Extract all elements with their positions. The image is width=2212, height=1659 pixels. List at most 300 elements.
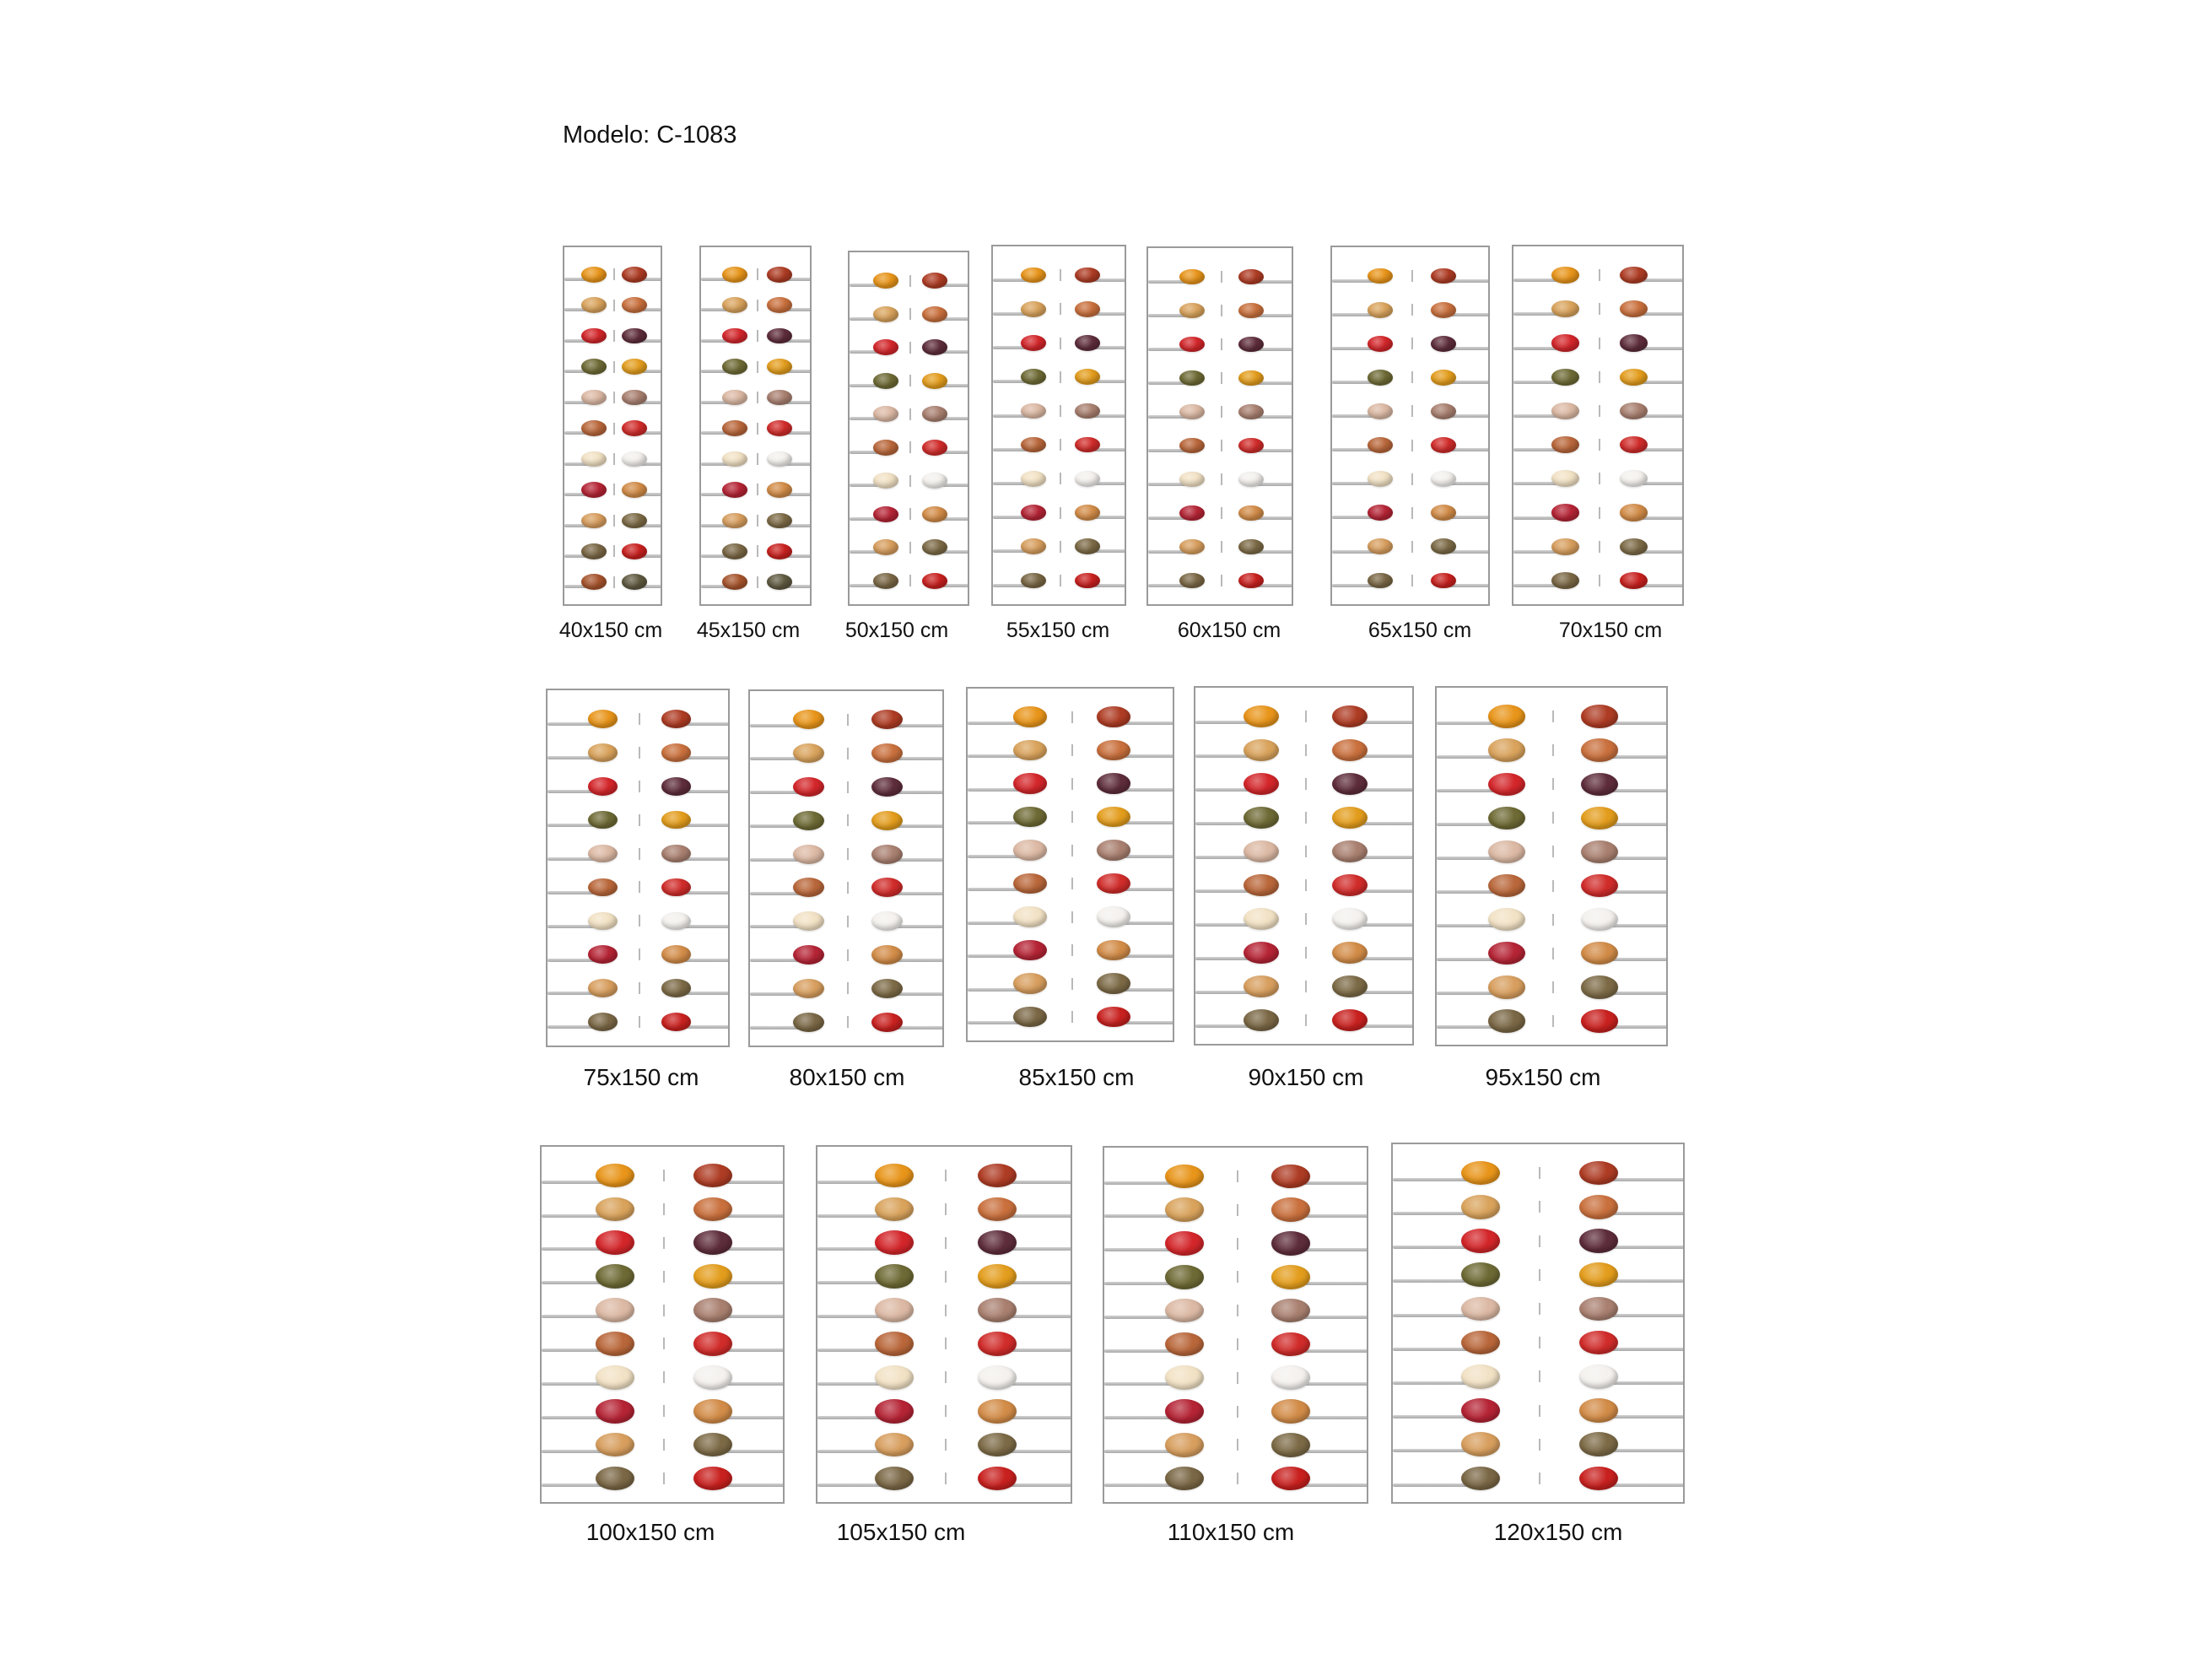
size-variant-panel bbox=[848, 251, 969, 606]
spice-spoon bbox=[1461, 1467, 1500, 1491]
spice-name-tag bbox=[847, 916, 849, 927]
spice-name-tag bbox=[757, 515, 758, 527]
spice-spoon bbox=[1097, 973, 1130, 994]
size-variant-panel bbox=[1391, 1143, 1685, 1504]
spice-name-tag bbox=[1305, 744, 1307, 756]
spice-name-tag bbox=[1552, 812, 1554, 824]
spice-spoon bbox=[1332, 874, 1368, 896]
spice-spoon bbox=[1244, 874, 1279, 896]
spice-spoon bbox=[1179, 539, 1205, 555]
spice-name-tag bbox=[909, 475, 911, 487]
spice-spoon bbox=[596, 1230, 634, 1255]
spice-spoon bbox=[622, 543, 647, 559]
spice-spoon bbox=[1620, 369, 1648, 386]
spice-spoon bbox=[693, 1399, 732, 1424]
size-label: 50x150 cm bbox=[844, 619, 949, 642]
spice-name-tag bbox=[1305, 1014, 1307, 1026]
spice-spoon bbox=[596, 1164, 634, 1188]
spice-spoon bbox=[1579, 1467, 1618, 1491]
spice-spoon bbox=[1579, 1195, 1618, 1219]
spice-name-tag bbox=[1411, 473, 1413, 485]
spice-spoon bbox=[1368, 505, 1393, 521]
spice-name-tag bbox=[1411, 371, 1413, 383]
spice-spoon bbox=[1620, 572, 1648, 589]
spice-spoon bbox=[875, 1197, 914, 1222]
spice-name-tag bbox=[1411, 338, 1413, 349]
spice-name-tag bbox=[1060, 473, 1061, 484]
spice-spoon bbox=[1013, 973, 1047, 994]
spice-name-tag bbox=[663, 1473, 665, 1484]
spice-spoon bbox=[581, 482, 607, 498]
spice-spoon bbox=[873, 539, 898, 555]
spice-spoon bbox=[1551, 334, 1579, 351]
spice-spoon bbox=[1013, 807, 1047, 828]
spice-name-tag bbox=[1071, 811, 1073, 823]
spice-spoon bbox=[1461, 1297, 1500, 1321]
spice-spoon bbox=[1332, 807, 1368, 829]
spice-spoon bbox=[1013, 1007, 1047, 1028]
spice-spoon bbox=[873, 306, 898, 322]
size-label: 55x150 cm bbox=[1006, 619, 1110, 642]
spice-spoon bbox=[1461, 1398, 1500, 1423]
spice-spoon bbox=[588, 912, 618, 931]
spice-name-tag bbox=[1552, 846, 1554, 857]
spice-name-tag bbox=[1060, 575, 1061, 586]
spice-name-tag bbox=[663, 1237, 665, 1249]
spice-spoon bbox=[1332, 1009, 1368, 1031]
spice-spoon bbox=[922, 506, 947, 522]
spice-spoon bbox=[622, 297, 647, 313]
spice-name-tag bbox=[663, 1271, 665, 1283]
spice-name-tag bbox=[757, 453, 758, 465]
spice-name-tag bbox=[1221, 541, 1222, 553]
spice-spoon bbox=[1097, 773, 1130, 794]
spice-spoon bbox=[693, 1230, 732, 1255]
spice-name-tag bbox=[613, 300, 615, 311]
size-variant-panel bbox=[1103, 1146, 1368, 1504]
spice-spoon bbox=[1097, 873, 1130, 894]
spice-name-tag bbox=[757, 300, 758, 311]
spice-spoon bbox=[875, 1365, 914, 1390]
spice-spoon bbox=[1021, 538, 1046, 554]
spice-name-tag bbox=[1221, 406, 1222, 418]
spice-name-tag bbox=[909, 275, 911, 287]
spice-spoon bbox=[1238, 573, 1264, 589]
spice-spoon bbox=[588, 777, 618, 796]
spice-spoon bbox=[1021, 335, 1046, 351]
spice-name-tag bbox=[1071, 778, 1073, 790]
spice-name-tag bbox=[1305, 778, 1307, 790]
spice-spoon bbox=[1332, 705, 1368, 727]
spice-spoon bbox=[1368, 573, 1393, 589]
size-variant-panel bbox=[540, 1145, 785, 1504]
spice-name-tag bbox=[847, 714, 849, 726]
spice-spoon bbox=[1244, 773, 1279, 795]
spice-spoon bbox=[793, 945, 824, 965]
spice-spoon bbox=[1551, 538, 1579, 555]
spice-spoon bbox=[871, 811, 903, 830]
spice-spoon bbox=[871, 979, 903, 998]
spice-spoon bbox=[596, 1365, 634, 1390]
spice-spoon bbox=[1013, 906, 1047, 927]
spice-spoon bbox=[1579, 1331, 1618, 1355]
size-label: 85x150 cm bbox=[1018, 1064, 1135, 1090]
spice-spoon bbox=[1461, 1161, 1500, 1186]
spice-spoon bbox=[978, 1164, 1017, 1188]
spice-name-tag bbox=[613, 576, 615, 588]
spice-spoon bbox=[581, 390, 607, 406]
spice-name-tag bbox=[613, 392, 615, 403]
spice-name-tag bbox=[663, 1203, 665, 1215]
spice-spoon bbox=[1368, 403, 1393, 419]
spice-name-tag bbox=[1221, 372, 1222, 384]
spice-spoon bbox=[1461, 1262, 1500, 1287]
spice-name-tag bbox=[1411, 440, 1413, 451]
spice-spoon bbox=[1620, 538, 1648, 555]
spice-spoon bbox=[793, 1013, 824, 1032]
spice-name-tag bbox=[1060, 405, 1061, 417]
spice-spoon bbox=[793, 710, 824, 729]
size-variant-panel bbox=[748, 689, 944, 1047]
spice-spoon bbox=[871, 743, 903, 763]
spice-spoon bbox=[871, 845, 903, 864]
spice-spoon bbox=[767, 267, 792, 283]
spice-name-tag bbox=[639, 747, 640, 759]
spice-spoon bbox=[1244, 1009, 1279, 1031]
spice-spoon bbox=[1097, 807, 1130, 828]
spice-spoon bbox=[1461, 1432, 1500, 1456]
spice-spoon bbox=[873, 473, 898, 489]
spice-name-tag bbox=[1552, 981, 1554, 993]
spice-spoon bbox=[1021, 437, 1046, 453]
spice-spoon bbox=[1165, 1197, 1204, 1222]
spice-spoon bbox=[693, 1433, 732, 1457]
spice-name-tag bbox=[1539, 1269, 1540, 1281]
size-label: 65x150 cm bbox=[1368, 619, 1472, 642]
spice-name-tag bbox=[663, 1170, 665, 1181]
spice-name-tag bbox=[909, 441, 911, 453]
spice-name-tag bbox=[1305, 913, 1307, 925]
spice-name-tag bbox=[1539, 1473, 1540, 1484]
spice-spoon bbox=[1488, 807, 1525, 830]
spice-spoon bbox=[922, 406, 947, 422]
spice-name-tag bbox=[945, 1305, 947, 1316]
spice-name-tag bbox=[1539, 1337, 1540, 1348]
spice-name-tag bbox=[1539, 1167, 1540, 1179]
size-variant-panel bbox=[816, 1145, 1072, 1504]
size-label: 105x150 cm bbox=[836, 1519, 966, 1545]
spice-spoon bbox=[1244, 975, 1279, 997]
spice-spoon bbox=[1579, 1364, 1618, 1389]
spice-name-tag bbox=[613, 423, 615, 435]
spice-spoon bbox=[767, 543, 792, 559]
size-label: 120x150 cm bbox=[1493, 1519, 1623, 1545]
spice-name-tag bbox=[1221, 473, 1222, 485]
spice-spoon bbox=[596, 1332, 634, 1356]
spice-name-tag bbox=[1539, 1370, 1540, 1382]
spice-spoon bbox=[1179, 472, 1205, 488]
spice-spoon bbox=[1271, 1231, 1310, 1256]
spice-name-tag bbox=[757, 576, 758, 588]
spice-spoon bbox=[1165, 1365, 1204, 1390]
spice-name-tag bbox=[1599, 405, 1600, 417]
spice-name-tag bbox=[1552, 744, 1554, 756]
spice-spoon bbox=[622, 513, 647, 529]
spice-spoon bbox=[1179, 438, 1205, 454]
spice-spoon bbox=[1238, 337, 1264, 353]
size-variant-panel bbox=[966, 687, 1174, 1042]
spice-spoon bbox=[693, 1365, 732, 1390]
spice-spoon bbox=[793, 811, 824, 830]
spice-spoon bbox=[1013, 773, 1047, 794]
spice-spoon bbox=[873, 573, 898, 589]
spice-spoon bbox=[1165, 1165, 1204, 1189]
spice-spoon bbox=[767, 574, 792, 590]
spice-spoon bbox=[922, 373, 947, 389]
spice-spoon bbox=[1165, 1467, 1204, 1491]
spice-name-tag bbox=[663, 1371, 665, 1383]
spice-spoon bbox=[978, 1365, 1017, 1390]
spice-spoon bbox=[693, 1264, 732, 1289]
spice-spoon bbox=[1332, 975, 1368, 997]
spice-spoon bbox=[661, 1013, 691, 1031]
spice-name-tag bbox=[1221, 271, 1222, 283]
spice-spoon bbox=[978, 1399, 1017, 1424]
spice-spoon bbox=[871, 945, 903, 965]
spice-spoon bbox=[722, 359, 747, 375]
spice-spoon bbox=[1368, 437, 1393, 453]
spice-spoon bbox=[581, 297, 607, 313]
spice-spoon bbox=[1461, 1331, 1500, 1355]
spice-spoon bbox=[581, 267, 607, 283]
size-label: 90x150 cm bbox=[1248, 1064, 1364, 1090]
spice-name-tag bbox=[639, 814, 640, 826]
spice-name-tag bbox=[847, 814, 849, 826]
spice-spoon bbox=[622, 451, 647, 467]
spice-spoon bbox=[1097, 940, 1130, 961]
spice-spoon bbox=[1332, 739, 1368, 761]
spice-name-tag bbox=[1539, 1405, 1540, 1417]
spice-name-tag bbox=[1237, 1406, 1238, 1418]
spice-name-tag bbox=[1539, 1201, 1540, 1213]
spice-name-tag bbox=[757, 423, 758, 435]
spice-spoon bbox=[1165, 1299, 1204, 1323]
spice-spoon bbox=[922, 273, 947, 289]
spice-name-tag bbox=[1060, 303, 1061, 315]
spice-name-tag bbox=[1237, 1271, 1238, 1283]
spice-name-tag bbox=[909, 542, 911, 554]
spice-spoon bbox=[873, 506, 898, 522]
spice-spoon bbox=[1488, 840, 1525, 863]
spice-name-tag bbox=[1539, 1439, 1540, 1451]
spice-spoon bbox=[581, 451, 607, 467]
spice-spoon bbox=[1581, 874, 1618, 897]
spice-spoon bbox=[1013, 840, 1047, 861]
spice-spoon bbox=[1013, 873, 1047, 894]
spice-spoon bbox=[1431, 302, 1456, 318]
spice-spoon bbox=[1488, 1009, 1525, 1032]
spice-spoon bbox=[875, 1164, 914, 1188]
spice-spoon bbox=[1097, 1007, 1130, 1028]
spice-spoon bbox=[875, 1467, 914, 1491]
spice-spoon bbox=[722, 574, 747, 590]
spice-name-tag bbox=[1237, 1473, 1238, 1484]
spice-name-tag bbox=[1305, 879, 1307, 891]
size-variant-panel bbox=[1330, 246, 1490, 606]
spice-spoon bbox=[875, 1298, 914, 1322]
spice-spoon bbox=[588, 945, 618, 964]
spice-spoon bbox=[622, 420, 647, 436]
spice-spoon bbox=[722, 513, 747, 529]
spice-spoon bbox=[622, 267, 647, 283]
spice-name-tag bbox=[1552, 778, 1554, 790]
spice-spoon bbox=[693, 1467, 732, 1491]
spice-spoon bbox=[875, 1332, 914, 1356]
spice-spoon bbox=[875, 1230, 914, 1255]
spice-spoon bbox=[693, 1332, 732, 1356]
spice-name-tag bbox=[1221, 575, 1222, 586]
spice-spoon bbox=[693, 1164, 732, 1188]
spice-name-tag bbox=[613, 545, 615, 557]
size-variant-panel bbox=[1435, 686, 1668, 1046]
spice-spoon bbox=[873, 406, 898, 422]
spice-spoon bbox=[793, 911, 824, 931]
spice-spoon bbox=[1271, 1299, 1310, 1323]
size-label: 80x150 cm bbox=[789, 1064, 905, 1090]
spice-spoon bbox=[1075, 301, 1100, 317]
spice-spoon bbox=[1179, 337, 1205, 353]
spice-name-tag bbox=[639, 713, 640, 725]
spice-spoon bbox=[1238, 404, 1264, 420]
spice-spoon bbox=[1244, 705, 1279, 727]
spice-name-tag bbox=[1305, 846, 1307, 857]
spice-spoon bbox=[581, 543, 607, 559]
spice-spoon bbox=[722, 390, 747, 406]
spice-spoon bbox=[1488, 874, 1525, 897]
spice-name-tag bbox=[909, 508, 911, 520]
spice-name-tag bbox=[663, 1439, 665, 1451]
spice-name-tag bbox=[1411, 405, 1413, 417]
spice-spoon bbox=[1461, 1364, 1500, 1389]
spice-spoon bbox=[978, 1298, 1017, 1322]
spice-spoon bbox=[596, 1197, 634, 1222]
spice-spoon bbox=[1620, 403, 1648, 419]
size-label: 110x150 cm bbox=[1167, 1519, 1295, 1545]
spice-name-tag bbox=[945, 1371, 947, 1383]
spice-spoon bbox=[722, 451, 747, 467]
spice-spoon bbox=[1581, 975, 1618, 998]
spice-name-tag bbox=[1411, 304, 1413, 316]
spice-spoon bbox=[922, 539, 947, 555]
spice-name-tag bbox=[613, 361, 615, 373]
spice-spoon bbox=[1488, 773, 1525, 796]
spice-name-tag bbox=[909, 408, 911, 420]
spice-spoon bbox=[1551, 504, 1579, 521]
size-label: 70x150 cm bbox=[1558, 619, 1663, 642]
spice-spoon bbox=[661, 743, 691, 762]
spice-spoon bbox=[722, 267, 747, 283]
spice-name-tag bbox=[847, 781, 849, 793]
spice-spoon bbox=[1238, 438, 1264, 454]
spice-spoon bbox=[1368, 268, 1393, 284]
spice-spoon bbox=[1579, 1262, 1618, 1287]
spice-spoon bbox=[1021, 505, 1046, 521]
size-label: 45x150 cm bbox=[696, 619, 801, 642]
spice-spoon bbox=[596, 1298, 634, 1322]
spice-spoon bbox=[1551, 369, 1579, 386]
spice-spoon bbox=[661, 777, 691, 796]
spice-spoon bbox=[978, 1230, 1017, 1255]
spice-spoon bbox=[1431, 403, 1456, 419]
spice-spoon bbox=[1368, 336, 1393, 352]
spice-name-tag bbox=[613, 453, 615, 465]
spice-spoon bbox=[1021, 369, 1046, 385]
spice-spoon bbox=[622, 482, 647, 498]
spice-name-tag bbox=[1599, 371, 1600, 383]
spice-name-tag bbox=[1599, 439, 1600, 451]
spice-spoon bbox=[1431, 370, 1456, 386]
spice-spoon bbox=[1238, 370, 1264, 386]
spice-name-tag bbox=[847, 848, 849, 860]
spice-name-tag bbox=[639, 948, 640, 960]
spice-spoon bbox=[622, 328, 647, 344]
spice-name-tag bbox=[1237, 1305, 1238, 1316]
spice-spoon bbox=[1238, 539, 1264, 555]
spice-spoon bbox=[1488, 975, 1525, 998]
spice-name-tag bbox=[1552, 1015, 1554, 1027]
spice-spoon bbox=[793, 845, 824, 864]
spice-spoon bbox=[588, 845, 618, 863]
spice-spoon bbox=[1179, 404, 1205, 420]
spice-spoon bbox=[793, 878, 824, 897]
spice-name-tag bbox=[1237, 1439, 1238, 1451]
spice-spoon bbox=[1488, 738, 1525, 761]
spice-name-tag bbox=[1411, 541, 1413, 553]
spice-name-tag bbox=[847, 882, 849, 894]
spice-spoon bbox=[722, 420, 747, 436]
spice-spoon bbox=[1581, 908, 1618, 931]
spice-spoon bbox=[581, 359, 607, 375]
spice-spoon bbox=[793, 743, 824, 763]
spice-spoon bbox=[661, 945, 691, 964]
spice-spoon bbox=[622, 359, 647, 375]
spice-spoon bbox=[1271, 1165, 1310, 1189]
spice-spoon bbox=[978, 1264, 1017, 1289]
spice-spoon bbox=[1021, 573, 1046, 589]
spice-spoon bbox=[1179, 573, 1205, 589]
spice-spoon bbox=[1581, 942, 1618, 965]
spice-spoon bbox=[1179, 269, 1205, 285]
spice-name-tag bbox=[757, 392, 758, 403]
spice-name-tag bbox=[757, 268, 758, 280]
spice-name-tag bbox=[1305, 711, 1307, 722]
spice-spoon bbox=[1165, 1265, 1204, 1289]
spice-spoon bbox=[873, 373, 898, 389]
spice-spoon bbox=[1332, 773, 1368, 795]
spice-spoon bbox=[1488, 908, 1525, 931]
spice-spoon bbox=[722, 328, 747, 344]
spice-spoon bbox=[1461, 1229, 1500, 1253]
spice-name-tag bbox=[1599, 269, 1600, 281]
spice-name-tag bbox=[1305, 947, 1307, 959]
spice-spoon bbox=[922, 306, 947, 322]
spice-spoon bbox=[722, 543, 747, 559]
spice-spoon bbox=[581, 328, 607, 344]
spice-name-tag bbox=[1237, 1338, 1238, 1350]
spice-spoon bbox=[1551, 470, 1579, 487]
spice-spoon bbox=[871, 1013, 903, 1032]
spice-name-tag bbox=[1237, 1170, 1238, 1182]
